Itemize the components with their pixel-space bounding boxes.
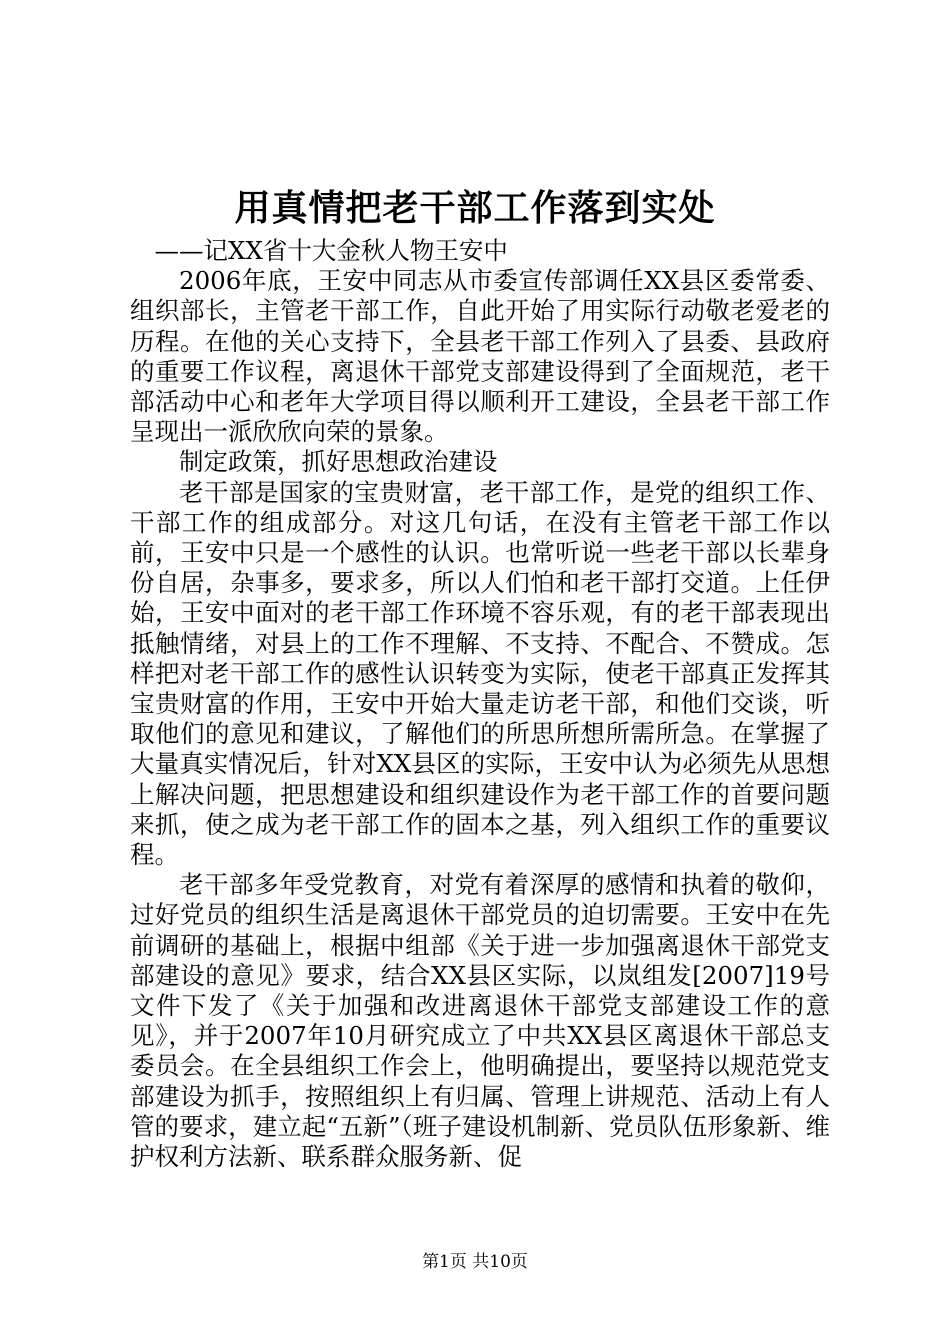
- paragraph-policy: 老干部是国家的宝贵财富，老干部工作，是党的组织工作、干部工作的组成部分。对这几句话，在没有主管老干部工作以前，王安中只是一个感性的认识。也常听说一些老干部以长辈身份自居，杂事多，要求多，所以人们怕和老干部打交道。上任伊始，王安中面对的老干部工作环境不容乐观，有的老干部表现出抵触情绪，对县上的工作不理解、不支持、不配合、不赞成。怎样把对老干部工作的感性认识转变为实际，使老干部真正发挥其宝贵财富的作用，王安中开始大量走访老干部，和他们交谈，听取他们的意见和建议，了解他们的所思所想所需所急。在掌握了大量真实情况后，针对XX县区的实际，王安中认为必须先从思想上解决问题，把思想建设和组织建设作为老干部工作的首要问题来抓，使之成为老干部工作的固本之基，列入组织工作的重要议程。: [130, 477, 830, 870]
- page-footer: 第1页 共10页: [422, 1252, 528, 1272]
- document-body: [130, 236, 830, 1172]
- paragraph-party-branch: 老干部多年受党教育，对党有着深厚的感情和执着的敬仰，过好党员的组织生活是离退休干部党员的迫切需要。王安中在先前调研的基础上，根据中组部《关于进一步加强离退休干部党支部建设的意见》要求，结合XX县区实际，以岚组发[2007]19号文件下发了《关于加强和改进离退休干部党支部建设工作的意见》，并于2007年10月研究成立了中共XX县区离退休干部总支委员会。在全县组织工作会上，他明确提出，要坚持以规范党支部建设为抓手，按照组织上有归属、管理上讲规范、活动上有人管的要求，建立起“五新”（班子建设机制新、党员队伍形象新、维护权利方法新、联系群众服务新、促: [130, 870, 830, 1172]
- paragraph-intro: 2006年底，王安中同志从市委宣传部调任XX县区委常委、组织部长，主管老干部工作，自此开始了用实际行动敬老爱老的历程。在他的关心支持下，全县老干部工作列入了县委、县政府的重要工作议程，离退休干部党支部建设得到了全面规范，老干部活动中心和老年大学项目得以顺利开工建设，全县老干部工作呈现出一派欣欣向荣的景象。: [130, 266, 830, 447]
- section-heading: 制定政策，抓好思想政治建设: [179, 447, 498, 477]
- document-title: 用真情把老干部工作落到实处: [234, 187, 716, 229]
- document-subtitle: ——记XX省十大金秋人物王安中: [154, 236, 508, 265]
